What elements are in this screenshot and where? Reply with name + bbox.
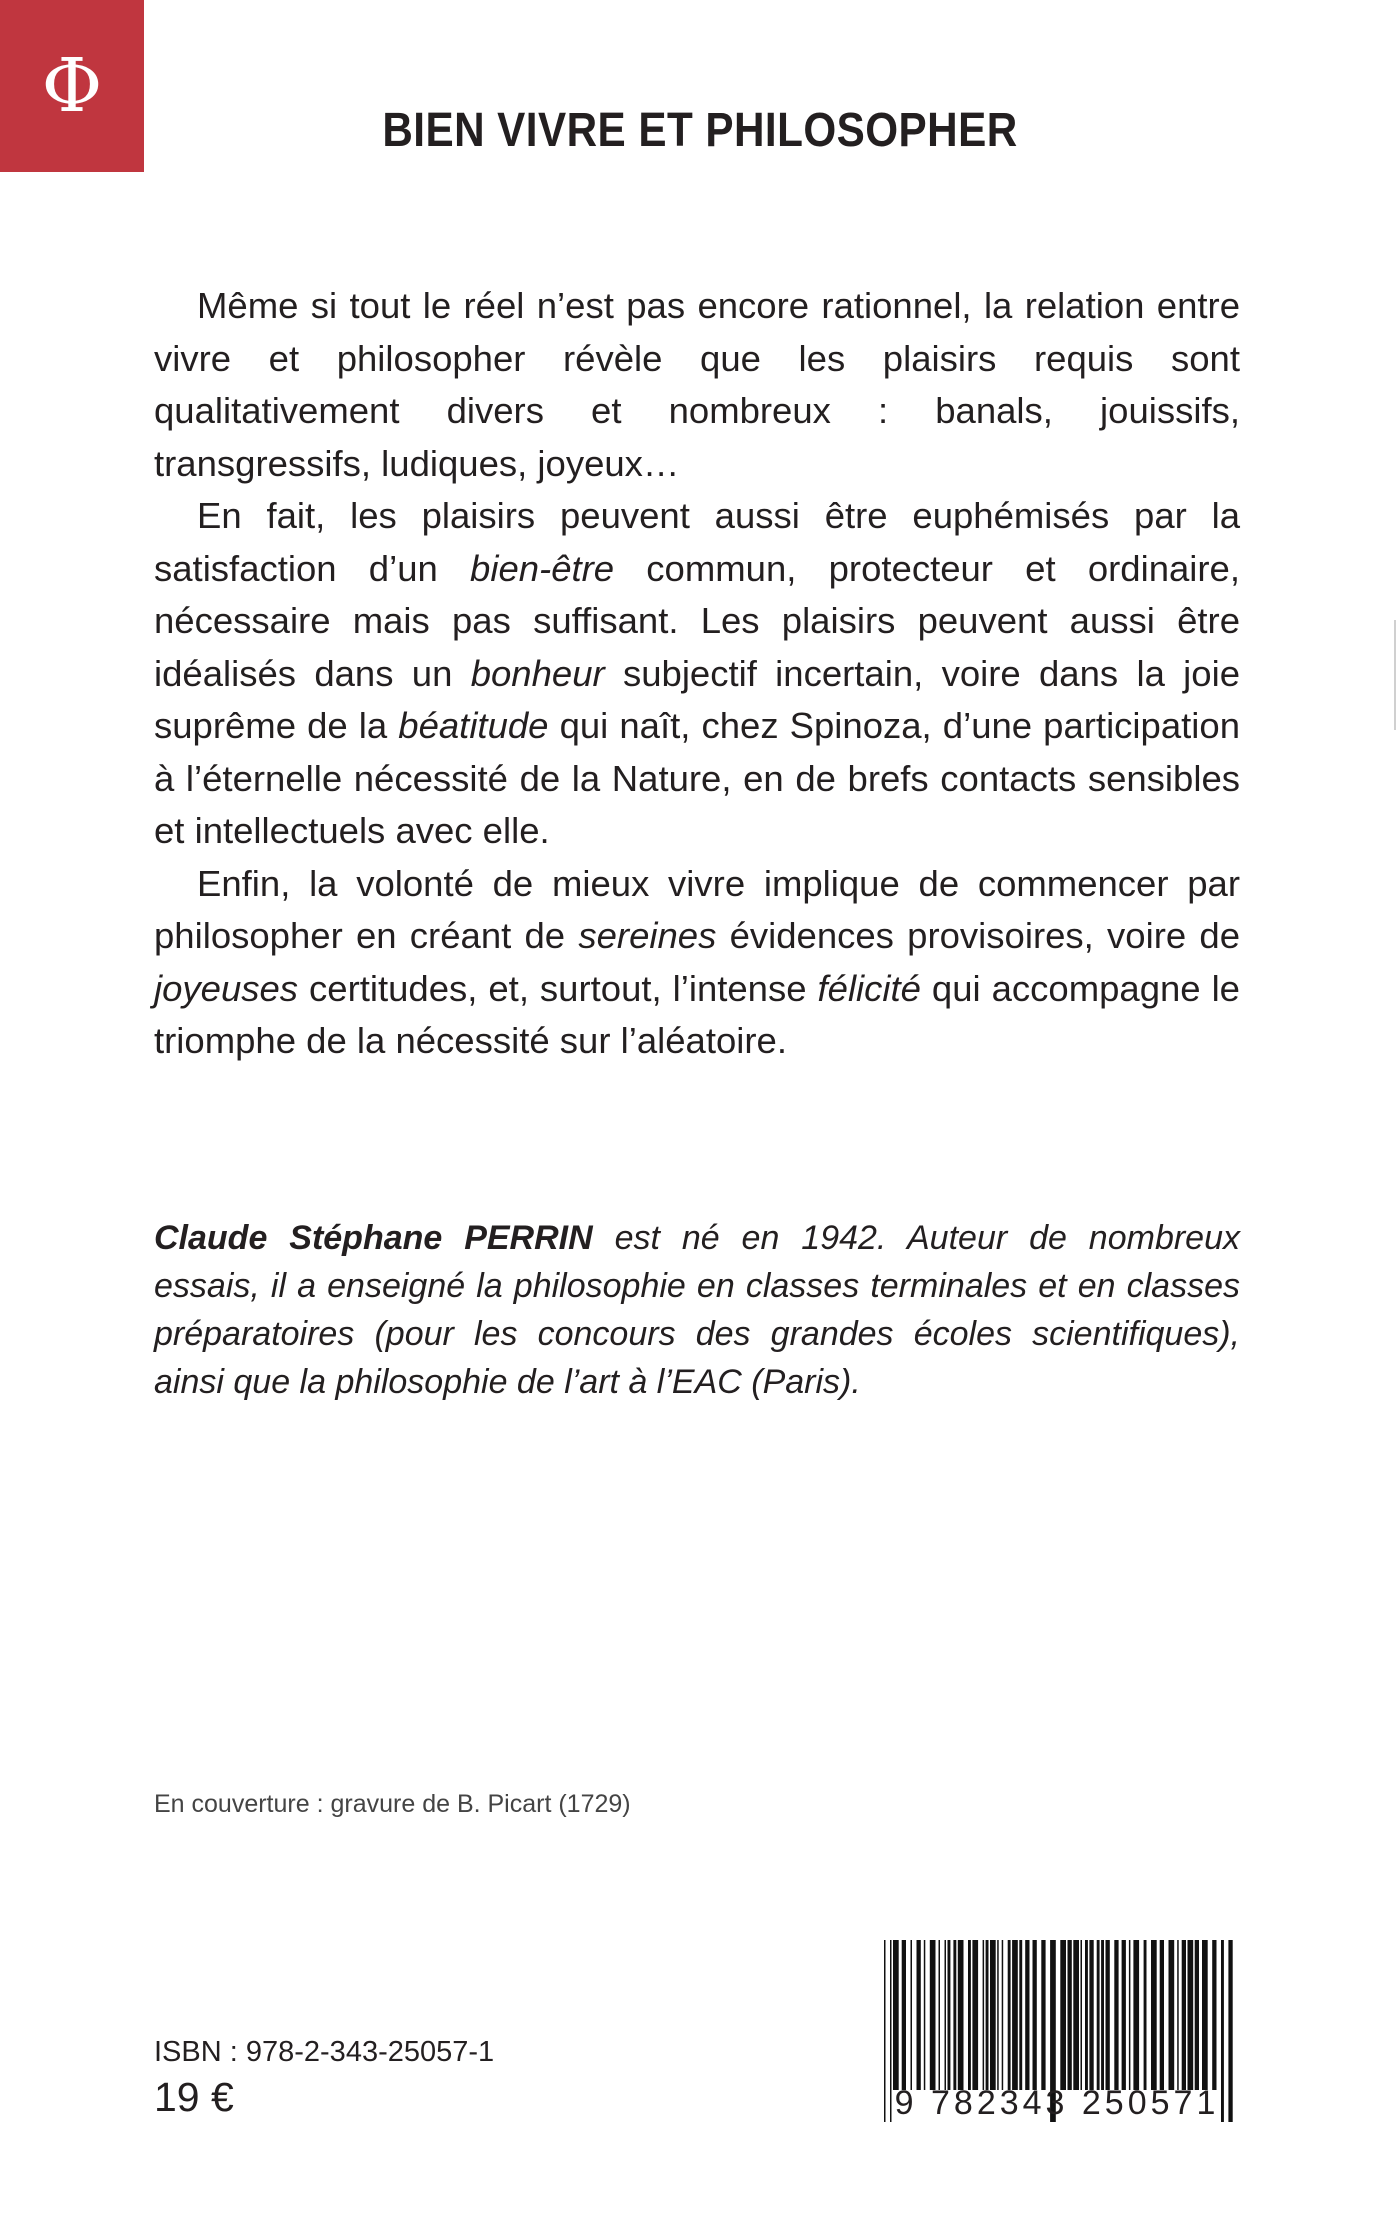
barcode-bar — [1212, 1940, 1216, 2090]
barcode-bar — [1188, 1940, 1194, 2090]
text-run: subjectif incertain, voire dans la joie suprême de la — [154, 652, 1240, 746]
barcode-bar — [1019, 1940, 1022, 2090]
text-run: commun, protecteur et ordinaire, nécessaire mais pas suffisant. Les plaisirs peuvent aussi être idéalisés dans un — [154, 547, 1240, 694]
back-cover-blurb — [154, 280, 1240, 1068]
barcode-bar — [983, 1940, 985, 2090]
author-bio-text: est né en 1942. Auteur de nombreux essais, il a enseigné la philosophie en classes terminales et en classes préparatoires (pour les concours des grandes écoles scientifiques), ainsi que la philosophie de l’art à l’EAC (Paris). — [154, 1219, 1241, 1401]
text-run: qui naît, chez Spinoza, d’une participation à l’éternelle nécessité de la Nature, en de brefs contacts sensibles et intellectuels avec elle. — [154, 705, 1240, 851]
barcode-bar — [930, 1940, 936, 2090]
emphasis-text: félicité — [817, 967, 921, 1009]
barcode-bar — [1089, 1940, 1093, 2090]
barcode-bar — [1106, 1940, 1110, 2090]
barcode-bar — [911, 1940, 913, 2090]
book-title: BIEN VIVRE ET PHILOSOPHER — [382, 104, 1018, 157]
barcode-digits: 9 782343 250571 — [894, 2084, 1220, 2122]
barcode-bar — [1033, 1940, 1037, 2090]
barcode-bar — [953, 1940, 956, 2090]
text-run: En fait, les plaisirs peuvent aussi être euphémisés par la satisfaction d’un — [154, 495, 1240, 589]
emphasis-text: joyeuses — [154, 967, 299, 1009]
author-bio — [154, 1214, 1240, 1406]
barcode-bar — [1097, 1940, 1100, 2090]
barcode-bar — [1144, 1940, 1147, 2090]
page-edge-line — [1394, 620, 1396, 730]
barcode-bar — [1202, 1940, 1208, 2090]
barcode-bar — [1012, 1940, 1018, 2090]
barcode-bar — [997, 1940, 999, 2090]
text-run: qui accompagne le triomphe de la nécessité sur l’aléatoire. — [154, 967, 1240, 1061]
text-run: Même si tout le réel n’est pas encore rationnel, la relation entre vivre et philosopher révèle que les plaisirs requis sont qualitativement divers et nombreux : banals, jouissifs, transgressifs, ludiques, joyeux… — [154, 285, 1240, 484]
barcode-bar — [1041, 1940, 1045, 2090]
blurb-paragraph — [154, 490, 1240, 858]
barcode-bar — [902, 1940, 906, 2090]
barcode-bar — [1195, 1940, 1199, 2090]
barcode-bar — [1151, 1940, 1157, 2090]
barcode-bar — [939, 1940, 941, 2090]
barcode-bar — [893, 1940, 899, 2090]
barcode-bar — [945, 1940, 947, 2090]
barcode-bar — [958, 1940, 964, 2090]
barcode-bar — [1114, 1940, 1118, 2090]
barcode-bar — [1160, 1940, 1164, 2090]
barcode-bar — [1177, 1940, 1179, 2090]
cover-credit: En couverture : gravure de B. Picart (1729) — [154, 1790, 631, 1818]
barcode-bar — [1101, 1940, 1104, 2090]
barcode-bar — [1085, 1940, 1088, 2090]
barcode-bar — [1122, 1940, 1126, 2090]
blurb-paragraph — [154, 858, 1240, 1068]
barcode-bar — [1073, 1940, 1079, 2090]
barcode-bar — [948, 1940, 951, 2090]
barcode-bar — [1060, 1940, 1066, 2090]
barcode-bar — [1002, 1940, 1004, 2090]
barcode-bar — [1008, 1940, 1011, 2090]
barcode-bar — [1129, 1940, 1131, 2090]
text-run: évidences provisoires, voire de — [716, 915, 1240, 956]
emphasis-text: bonheur — [470, 652, 605, 694]
emphasis-text: sereines — [578, 915, 717, 956]
barcode-bar — [1182, 1940, 1186, 2090]
barcode-bar — [1025, 1940, 1029, 2090]
text-run: certitudes, et, surtout, l’intense — [298, 967, 818, 1009]
barcode-bar — [986, 1940, 989, 2090]
barcode-bar — [968, 1940, 971, 2090]
barcode-bar — [1169, 1940, 1175, 2090]
barcode-bar — [1133, 1940, 1139, 2090]
price: 19 € — [154, 2074, 234, 2120]
barcode-bar — [990, 1940, 996, 2090]
barcode-bar — [924, 1940, 926, 2090]
phi-logo-icon: Φ — [41, 43, 103, 129]
barcode-bar — [917, 1940, 921, 2090]
emphasis-text: béatitude — [398, 705, 549, 746]
author-name: Claude Stéphane PERRIN — [154, 1219, 593, 1257]
emphasis-text: bien-être — [470, 547, 615, 589]
barcode-bar — [972, 1940, 978, 2090]
barcode-bar — [1068, 1940, 1072, 2090]
barcode-bar — [1081, 1940, 1083, 2090]
isbn: ISBN : 978-2-343-25057-1 — [154, 2036, 495, 2068]
blurb-paragraph — [154, 280, 1240, 490]
text-run: Enfin, la volonté de mieux vivre implique de commencer par philosopher en créant de — [154, 862, 1240, 956]
